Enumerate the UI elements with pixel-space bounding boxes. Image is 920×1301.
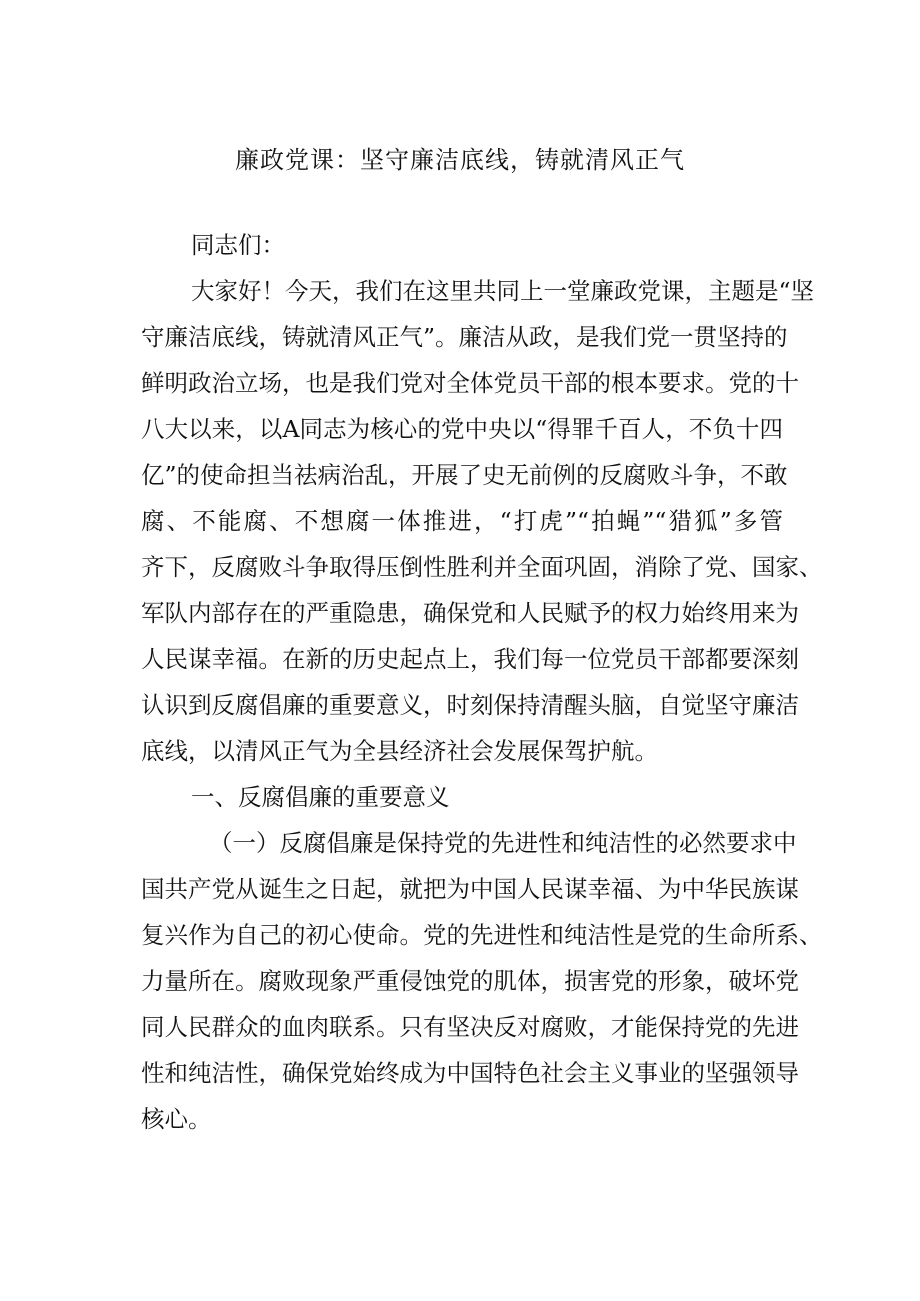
paragraph-line: 国共产党从诞生之日起，就把为中国人民谋幸福、为中华民族谋: [141, 875, 799, 903]
paragraph-line: 性和纯洁性，确保党始终成为中国特色社会主义事业的坚强领导: [141, 1059, 799, 1087]
section1-paragraph: [141, 820, 823, 1142]
paragraph-line: 齐下，反腐败斗争取得压倒性胜利并全面巩固，消除了党、国家、: [141, 553, 823, 581]
greeting-line: 同志们：: [191, 231, 285, 259]
paragraph-line: 亿”的使命担当祛病治乱，开展了史无前例的反腐败斗争，不敢: [141, 461, 788, 489]
paragraph-line: 同人民群众的血肉联系。只有坚决反对腐败，才能保持党的先进: [141, 1013, 799, 1041]
paragraph-line: 底线，以清风正气为全县经济社会发展保驾护航。: [141, 737, 658, 765]
paragraph-line: 守廉洁底线，铸就清风正气”。廉洁从政，是我们党一贯坚持的: [141, 323, 788, 351]
intro-paragraph: [141, 268, 823, 774]
paragraph-line: 力量所在。腐败现象严重侵蚀党的肌体，损害党的形象，破坏党: [141, 967, 799, 995]
paragraph-line: 复兴作为自己的初心使命。党的先进性和纯洁性是党的生命所系、: [141, 921, 823, 949]
paragraph-line: 鲜明政治立场，也是我们党对全体党员干部的根本要求。党的十: [141, 369, 799, 397]
paragraph-line: 认识到反腐倡廉的重要意义，时刻保持清醒头脑，自觉坚守廉洁: [141, 691, 799, 719]
paragraph-line: 核心。: [141, 1105, 212, 1133]
section-heading: 一、反腐倡廉的重要意义: [191, 783, 450, 811]
document-title: 廉政党课：坚守廉洁底线，铸就清风正气: [235, 146, 685, 174]
paragraph-line: 八大以来，以A同志为核心的党中央以“得罪千百人，不负十四: [141, 415, 783, 443]
paragraph-line: 大家好！今天，我们在这里共同上一堂廉政党课，主题是“坚: [191, 277, 815, 305]
paragraph-line: 腐、不能腐、不想腐一体推进，“打虎”“拍蝇”“猎狐”多管: [141, 507, 783, 535]
paragraph-line: 军队内部存在的严重隐患，确保党和人民赋予的权力始终用来为: [141, 599, 799, 627]
paragraph-line: （一）反腐倡廉是保持党的先进性和纯洁性的必然要求中: [209, 829, 797, 857]
document-body: [141, 222, 823, 1142]
paragraph-line: 人民谋幸福。在新的历史起点上，我们每一位党员干部都要深刻: [141, 645, 799, 673]
